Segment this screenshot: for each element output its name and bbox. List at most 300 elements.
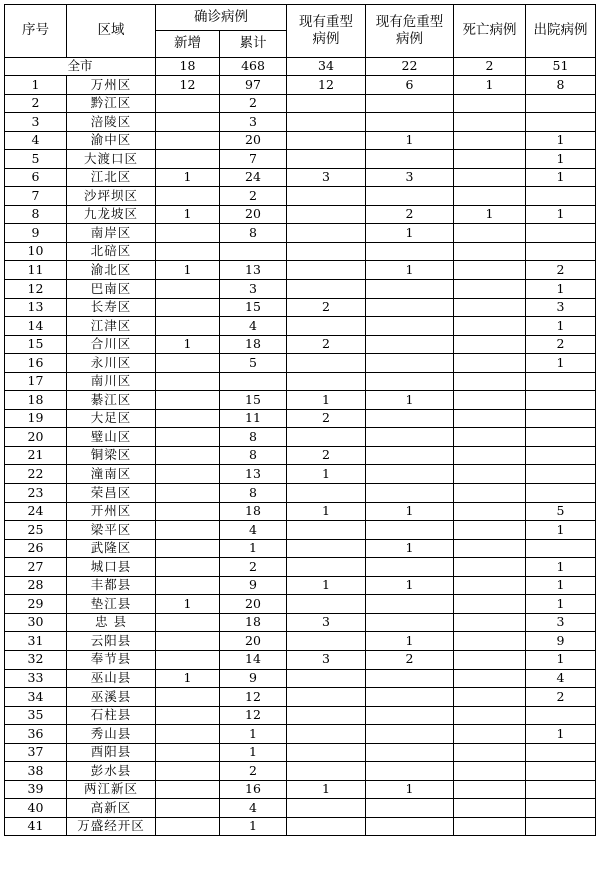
cell-new bbox=[156, 280, 220, 299]
table-row bbox=[5, 94, 596, 113]
cell-new bbox=[156, 743, 220, 762]
header-region: 区域 bbox=[67, 5, 156, 58]
cell-deaths bbox=[454, 94, 526, 113]
cell-index: 39 bbox=[5, 780, 67, 799]
cell-deaths bbox=[454, 168, 526, 187]
cell-cumulative: 15 bbox=[220, 298, 287, 317]
cell-discharged bbox=[526, 372, 596, 391]
cell-severe: 2 bbox=[287, 298, 366, 317]
cell-critical bbox=[366, 298, 454, 317]
cell-cumulative: 18 bbox=[220, 502, 287, 521]
cell-deaths bbox=[454, 113, 526, 132]
cell-deaths bbox=[454, 558, 526, 577]
cell-region: 铜梁区 bbox=[67, 446, 156, 465]
cell-critical bbox=[366, 113, 454, 132]
cell-deaths bbox=[454, 576, 526, 595]
cell-cumulative: 18 bbox=[220, 613, 287, 632]
table-row bbox=[5, 298, 596, 317]
cell-new bbox=[156, 484, 220, 503]
cell-cumulative: 7 bbox=[220, 150, 287, 169]
cell-new bbox=[156, 131, 220, 150]
header-new: 新增 bbox=[156, 31, 220, 58]
cell-severe bbox=[287, 688, 366, 707]
cell-cumulative: 2 bbox=[220, 558, 287, 577]
cell-critical bbox=[366, 669, 454, 688]
total-new: 18 bbox=[156, 58, 220, 76]
cell-cumulative: 2 bbox=[220, 762, 287, 781]
cell-critical: 1 bbox=[366, 576, 454, 595]
cell-critical: 2 bbox=[366, 650, 454, 669]
cell-deaths bbox=[454, 650, 526, 669]
cell-cumulative: 1 bbox=[220, 725, 287, 744]
cell-discharged: 1 bbox=[526, 168, 596, 187]
cell-cumulative: 9 bbox=[220, 669, 287, 688]
cell-new bbox=[156, 817, 220, 836]
cell-discharged: 3 bbox=[526, 613, 596, 632]
cell-critical bbox=[366, 558, 454, 577]
cell-index: 14 bbox=[5, 317, 67, 336]
cell-index: 15 bbox=[5, 335, 67, 354]
cell-region: 南川区 bbox=[67, 372, 156, 391]
cell-index: 21 bbox=[5, 446, 67, 465]
cell-discharged: 1 bbox=[526, 317, 596, 336]
cell-severe bbox=[287, 94, 366, 113]
cell-region: 荣昌区 bbox=[67, 484, 156, 503]
cell-new bbox=[156, 613, 220, 632]
cell-index: 32 bbox=[5, 650, 67, 669]
cell-new bbox=[156, 799, 220, 818]
cell-deaths bbox=[454, 465, 526, 484]
table-row bbox=[5, 76, 596, 95]
cell-new bbox=[156, 502, 220, 521]
cell-cumulative: 12 bbox=[220, 688, 287, 707]
cell-deaths bbox=[454, 428, 526, 447]
cell-severe: 1 bbox=[287, 576, 366, 595]
cell-severe: 3 bbox=[287, 650, 366, 669]
cell-index: 34 bbox=[5, 688, 67, 707]
cell-cumulative: 12 bbox=[220, 706, 287, 725]
cell-severe bbox=[287, 484, 366, 503]
cell-deaths bbox=[454, 632, 526, 651]
cell-discharged bbox=[526, 428, 596, 447]
cell-critical bbox=[366, 706, 454, 725]
cell-new bbox=[156, 317, 220, 336]
cell-discharged bbox=[526, 113, 596, 132]
cell-cumulative: 3 bbox=[220, 280, 287, 299]
table-row bbox=[5, 168, 596, 187]
table-row bbox=[5, 576, 596, 595]
cell-severe bbox=[287, 725, 366, 744]
cell-cumulative: 9 bbox=[220, 576, 287, 595]
header-confirmed: 确诊病例 bbox=[156, 5, 287, 31]
cell-severe bbox=[287, 354, 366, 373]
cell-discharged bbox=[526, 706, 596, 725]
cell-region: 黔江区 bbox=[67, 94, 156, 113]
cell-index: 25 bbox=[5, 521, 67, 540]
cell-index: 5 bbox=[5, 150, 67, 169]
cell-cumulative: 20 bbox=[220, 595, 287, 614]
cell-index: 7 bbox=[5, 187, 67, 206]
cell-region: 忠 县 bbox=[67, 613, 156, 632]
cell-index: 27 bbox=[5, 558, 67, 577]
cell-region: 璧山区 bbox=[67, 428, 156, 447]
table-row bbox=[5, 131, 596, 150]
cell-critical bbox=[366, 150, 454, 169]
cell-deaths bbox=[454, 298, 526, 317]
total-label: 全市 bbox=[5, 58, 156, 76]
cell-new bbox=[156, 688, 220, 707]
cell-index: 30 bbox=[5, 613, 67, 632]
table-row bbox=[5, 372, 596, 391]
cell-critical: 1 bbox=[366, 539, 454, 558]
table-row bbox=[5, 502, 596, 521]
cell-index: 3 bbox=[5, 113, 67, 132]
cell-severe: 3 bbox=[287, 613, 366, 632]
header-cumulative: 累计 bbox=[220, 31, 287, 58]
cell-discharged: 1 bbox=[526, 576, 596, 595]
cell-discharged: 2 bbox=[526, 688, 596, 707]
cell-index: 28 bbox=[5, 576, 67, 595]
table-row bbox=[5, 762, 596, 781]
cell-deaths bbox=[454, 502, 526, 521]
cell-critical bbox=[366, 409, 454, 428]
cell-index: 29 bbox=[5, 595, 67, 614]
cell-region: 万州区 bbox=[67, 76, 156, 95]
cell-index: 2 bbox=[5, 94, 67, 113]
cell-cumulative: 1 bbox=[220, 539, 287, 558]
cell-deaths bbox=[454, 224, 526, 243]
cell-new: 1 bbox=[156, 168, 220, 187]
cell-index: 26 bbox=[5, 539, 67, 558]
cell-new bbox=[156, 632, 220, 651]
table-row bbox=[5, 706, 596, 725]
cell-index: 19 bbox=[5, 409, 67, 428]
cell-new: 12 bbox=[156, 76, 220, 95]
header-discharged: 出院病例 bbox=[526, 5, 596, 58]
cell-index: 35 bbox=[5, 706, 67, 725]
cell-new bbox=[156, 187, 220, 206]
cell-severe bbox=[287, 113, 366, 132]
cell-critical bbox=[366, 743, 454, 762]
cell-deaths bbox=[454, 762, 526, 781]
cell-new bbox=[156, 391, 220, 410]
cell-discharged bbox=[526, 409, 596, 428]
table-body bbox=[5, 58, 596, 836]
cell-region: 合川区 bbox=[67, 335, 156, 354]
cell-region: 大足区 bbox=[67, 409, 156, 428]
total-discharged: 51 bbox=[526, 58, 596, 76]
cell-cumulative: 8 bbox=[220, 446, 287, 465]
cell-region: 长寿区 bbox=[67, 298, 156, 317]
cell-new bbox=[156, 465, 220, 484]
total-cumulative: 468 bbox=[220, 58, 287, 76]
cell-discharged bbox=[526, 242, 596, 261]
cell-deaths bbox=[454, 484, 526, 503]
cell-cumulative bbox=[220, 242, 287, 261]
cell-deaths bbox=[454, 150, 526, 169]
table-row bbox=[5, 632, 596, 651]
table-row bbox=[5, 317, 596, 336]
table-row bbox=[5, 780, 596, 799]
cell-cumulative: 2 bbox=[220, 187, 287, 206]
total-row bbox=[5, 58, 596, 76]
cell-deaths bbox=[454, 539, 526, 558]
table-row bbox=[5, 817, 596, 836]
cell-index: 10 bbox=[5, 242, 67, 261]
cell-severe bbox=[287, 817, 366, 836]
cell-index: 31 bbox=[5, 632, 67, 651]
cell-new bbox=[156, 539, 220, 558]
table-row bbox=[5, 354, 596, 373]
table-row bbox=[5, 725, 596, 744]
cell-index: 22 bbox=[5, 465, 67, 484]
cell-cumulative: 24 bbox=[220, 168, 287, 187]
cell-cumulative: 20 bbox=[220, 632, 287, 651]
cell-severe bbox=[287, 372, 366, 391]
cell-critical: 1 bbox=[366, 261, 454, 280]
header-critical-label: 现有危重型 病例 bbox=[375, 14, 444, 47]
cell-index: 23 bbox=[5, 484, 67, 503]
cell-index: 11 bbox=[5, 261, 67, 280]
cell-critical bbox=[366, 187, 454, 206]
cell-deaths bbox=[454, 706, 526, 725]
cell-cumulative: 1 bbox=[220, 817, 287, 836]
cell-severe: 2 bbox=[287, 335, 366, 354]
cell-region: 江津区 bbox=[67, 317, 156, 336]
cell-severe bbox=[287, 317, 366, 336]
cell-critical: 1 bbox=[366, 131, 454, 150]
cell-deaths bbox=[454, 354, 526, 373]
table-row bbox=[5, 113, 596, 132]
cell-new bbox=[156, 242, 220, 261]
cell-severe bbox=[287, 205, 366, 224]
cell-index: 33 bbox=[5, 669, 67, 688]
cell-severe bbox=[287, 261, 366, 280]
cell-discharged bbox=[526, 799, 596, 818]
cell-severe: 12 bbox=[287, 76, 366, 95]
cell-critical bbox=[366, 725, 454, 744]
cell-severe bbox=[287, 131, 366, 150]
table-row bbox=[5, 335, 596, 354]
cell-region: 江北区 bbox=[67, 168, 156, 187]
cell-severe: 1 bbox=[287, 391, 366, 410]
cell-critical bbox=[366, 335, 454, 354]
cell-new: 1 bbox=[156, 595, 220, 614]
table-header bbox=[5, 5, 596, 58]
cell-deaths bbox=[454, 317, 526, 336]
case-table-container bbox=[4, 4, 596, 836]
cell-critical bbox=[366, 372, 454, 391]
cell-severe bbox=[287, 521, 366, 540]
cell-deaths bbox=[454, 372, 526, 391]
cell-critical bbox=[366, 94, 454, 113]
cell-severe bbox=[287, 799, 366, 818]
cell-deaths bbox=[454, 799, 526, 818]
cell-discharged: 1 bbox=[526, 521, 596, 540]
cell-discharged: 1 bbox=[526, 650, 596, 669]
table-row bbox=[5, 409, 596, 428]
cell-region: 沙坪坝区 bbox=[67, 187, 156, 206]
cell-region: 北碚区 bbox=[67, 242, 156, 261]
cell-discharged: 3 bbox=[526, 298, 596, 317]
header-severe-label: 现有重型 病例 bbox=[299, 14, 353, 47]
cell-deaths bbox=[454, 613, 526, 632]
cell-region: 梁平区 bbox=[67, 521, 156, 540]
cell-cumulative: 11 bbox=[220, 409, 287, 428]
cell-deaths bbox=[454, 391, 526, 410]
cell-new bbox=[156, 762, 220, 781]
cell-new bbox=[156, 521, 220, 540]
cell-region: 秀山县 bbox=[67, 725, 156, 744]
cell-severe bbox=[287, 706, 366, 725]
table-row bbox=[5, 205, 596, 224]
cell-deaths: 1 bbox=[454, 76, 526, 95]
cell-cumulative: 20 bbox=[220, 205, 287, 224]
table-row bbox=[5, 242, 596, 261]
cell-region: 垫江县 bbox=[67, 595, 156, 614]
table-row bbox=[5, 224, 596, 243]
cell-region: 南岸区 bbox=[67, 224, 156, 243]
cell-cumulative: 1 bbox=[220, 743, 287, 762]
table-row bbox=[5, 446, 596, 465]
cell-critical bbox=[366, 521, 454, 540]
cell-new bbox=[156, 446, 220, 465]
cell-region: 高新区 bbox=[67, 799, 156, 818]
table-row bbox=[5, 743, 596, 762]
cell-severe bbox=[287, 187, 366, 206]
cell-critical bbox=[366, 595, 454, 614]
cell-region: 大渡口区 bbox=[67, 150, 156, 169]
cell-critical bbox=[366, 428, 454, 447]
cell-deaths bbox=[454, 187, 526, 206]
cell-new bbox=[156, 650, 220, 669]
cell-index: 8 bbox=[5, 205, 67, 224]
cell-critical: 1 bbox=[366, 391, 454, 410]
cell-cumulative: 4 bbox=[220, 521, 287, 540]
cell-new bbox=[156, 372, 220, 391]
cell-region: 两江新区 bbox=[67, 780, 156, 799]
cell-critical bbox=[366, 465, 454, 484]
cell-severe bbox=[287, 743, 366, 762]
cell-severe: 2 bbox=[287, 446, 366, 465]
cell-deaths bbox=[454, 280, 526, 299]
cell-critical bbox=[366, 484, 454, 503]
cell-discharged: 1 bbox=[526, 205, 596, 224]
cell-severe: 3 bbox=[287, 168, 366, 187]
cell-cumulative: 3 bbox=[220, 113, 287, 132]
cell-critical: 1 bbox=[366, 780, 454, 799]
cell-discharged bbox=[526, 94, 596, 113]
table-row bbox=[5, 595, 596, 614]
cell-new bbox=[156, 409, 220, 428]
cell-deaths bbox=[454, 743, 526, 762]
cell-cumulative bbox=[220, 372, 287, 391]
cell-index: 38 bbox=[5, 762, 67, 781]
cell-region: 武隆区 bbox=[67, 539, 156, 558]
cell-discharged: 1 bbox=[526, 280, 596, 299]
cell-new bbox=[156, 428, 220, 447]
cell-deaths bbox=[454, 780, 526, 799]
cell-cumulative: 16 bbox=[220, 780, 287, 799]
cell-critical: 3 bbox=[366, 168, 454, 187]
cell-region: 云阳县 bbox=[67, 632, 156, 651]
cell-region: 万盛经开区 bbox=[67, 817, 156, 836]
cell-discharged bbox=[526, 817, 596, 836]
cell-severe: 1 bbox=[287, 465, 366, 484]
total-critical: 22 bbox=[366, 58, 454, 76]
cell-index: 20 bbox=[5, 428, 67, 447]
table-row bbox=[5, 187, 596, 206]
cell-critical bbox=[366, 280, 454, 299]
table-row bbox=[5, 465, 596, 484]
cell-new bbox=[156, 113, 220, 132]
cell-deaths bbox=[454, 521, 526, 540]
cell-index: 18 bbox=[5, 391, 67, 410]
cell-index: 4 bbox=[5, 131, 67, 150]
cell-region: 潼南区 bbox=[67, 465, 156, 484]
cell-new bbox=[156, 298, 220, 317]
cell-discharged: 1 bbox=[526, 558, 596, 577]
cell-new: 1 bbox=[156, 205, 220, 224]
cell-new bbox=[156, 94, 220, 113]
cell-critical bbox=[366, 688, 454, 707]
cell-discharged: 1 bbox=[526, 725, 596, 744]
cell-severe bbox=[287, 669, 366, 688]
cell-critical bbox=[366, 354, 454, 373]
cell-deaths bbox=[454, 261, 526, 280]
cell-region: 涪陵区 bbox=[67, 113, 156, 132]
cell-cumulative: 18 bbox=[220, 335, 287, 354]
cell-critical: 1 bbox=[366, 632, 454, 651]
table-row bbox=[5, 391, 596, 410]
cell-new bbox=[156, 576, 220, 595]
cell-deaths bbox=[454, 131, 526, 150]
cell-new: 1 bbox=[156, 335, 220, 354]
cell-discharged: 9 bbox=[526, 632, 596, 651]
cell-index: 17 bbox=[5, 372, 67, 391]
cell-critical bbox=[366, 613, 454, 632]
table-row bbox=[5, 150, 596, 169]
cell-discharged: 2 bbox=[526, 261, 596, 280]
cell-index: 6 bbox=[5, 168, 67, 187]
cell-cumulative: 5 bbox=[220, 354, 287, 373]
cell-critical: 2 bbox=[366, 205, 454, 224]
cell-discharged: 2 bbox=[526, 335, 596, 354]
cell-critical: 1 bbox=[366, 502, 454, 521]
cell-cumulative: 15 bbox=[220, 391, 287, 410]
cell-discharged bbox=[526, 446, 596, 465]
cell-new bbox=[156, 725, 220, 744]
cell-cumulative: 13 bbox=[220, 261, 287, 280]
cell-new bbox=[156, 558, 220, 577]
total-deaths: 2 bbox=[454, 58, 526, 76]
cell-critical bbox=[366, 762, 454, 781]
cell-severe bbox=[287, 224, 366, 243]
cell-discharged bbox=[526, 780, 596, 799]
cell-deaths bbox=[454, 595, 526, 614]
cell-cumulative: 8 bbox=[220, 224, 287, 243]
cell-index: 1 bbox=[5, 76, 67, 95]
cell-discharged: 8 bbox=[526, 76, 596, 95]
cell-severe: 1 bbox=[287, 780, 366, 799]
cell-index: 12 bbox=[5, 280, 67, 299]
table-row bbox=[5, 521, 596, 540]
table-row bbox=[5, 650, 596, 669]
cell-new bbox=[156, 706, 220, 725]
cell-region: 丰都县 bbox=[67, 576, 156, 595]
cell-severe bbox=[287, 242, 366, 261]
cell-discharged bbox=[526, 224, 596, 243]
